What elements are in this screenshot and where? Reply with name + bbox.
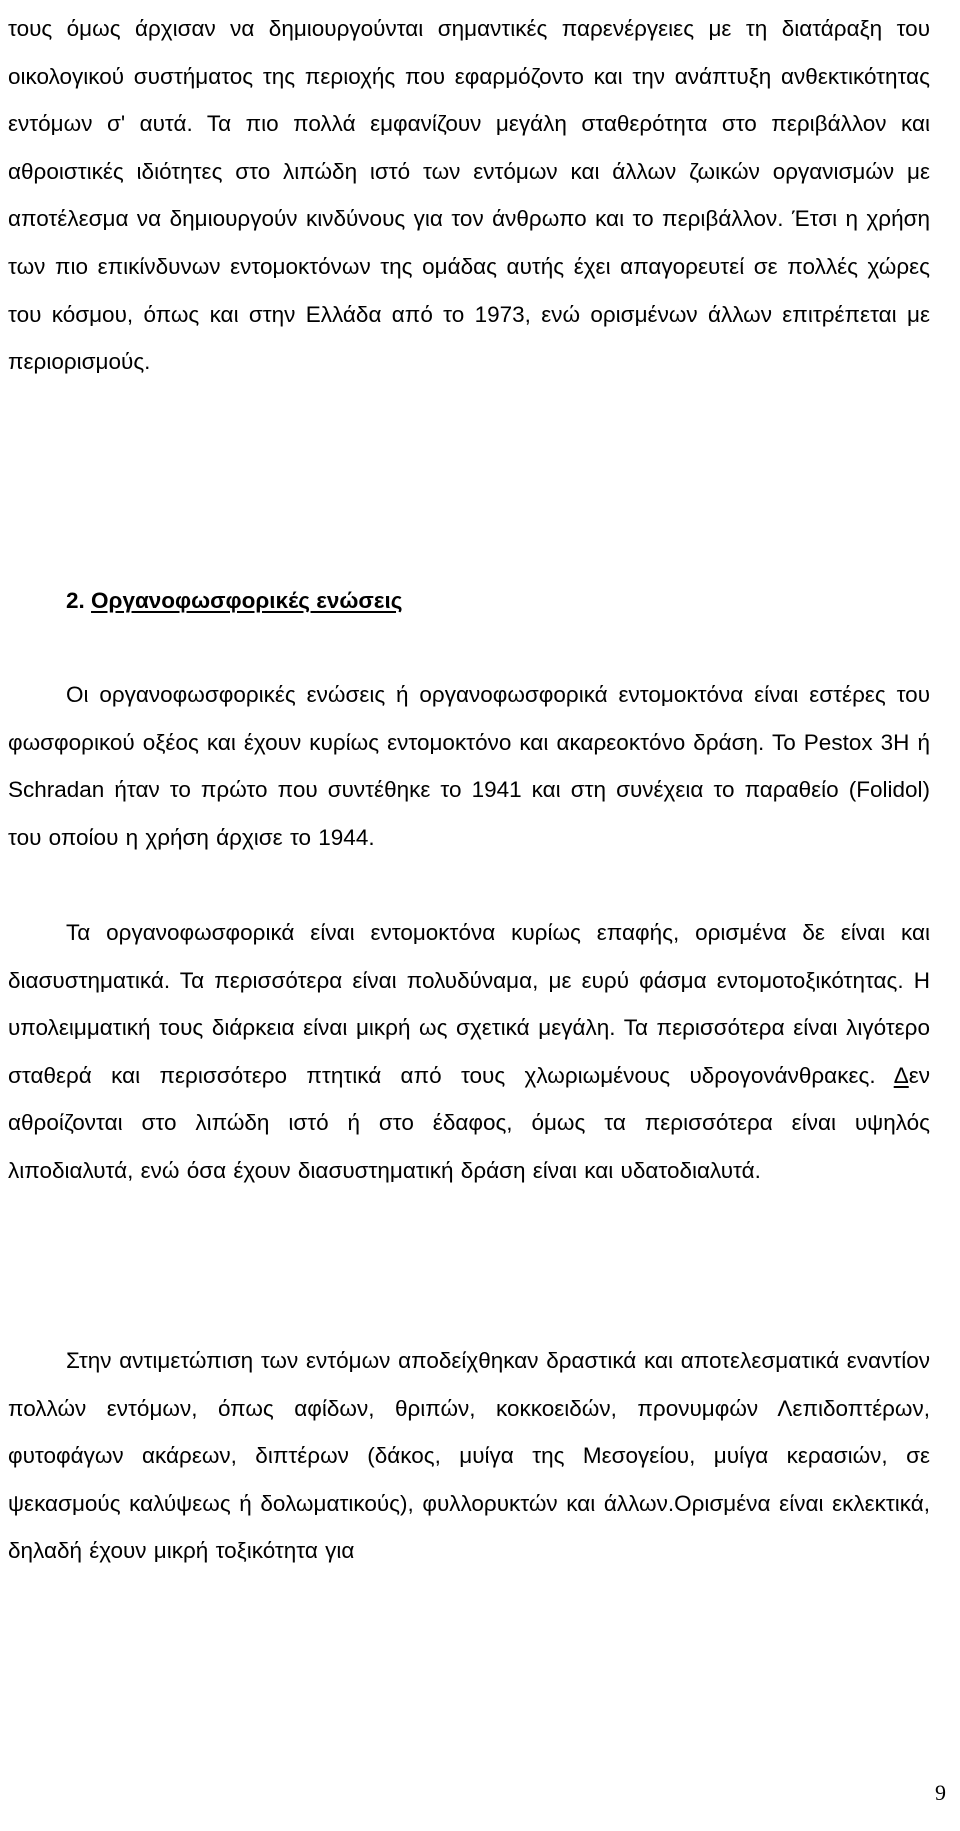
- section-paragraph-3: [8, 1337, 930, 1575]
- section-paragraph-2: [8, 909, 930, 1195]
- page-number: 9: [935, 1780, 946, 1805]
- section-paragraph-3-text: Στην αντιμετώπιση των εντόμων αποδείχθηκαν δραστικά και αποτελεσματικά εναντίον πολλών εντόμων, όπως αφίδων, θριπών, κοκκοειδών, προνυμφών Λεπιδοπτέρων, φυτοφάγων ακάρεων, διπτέρων (δάκος, μυίγα της Μεσογείου, μυίγα κερασιών, σε ψεκασμούς καλύψεως ή δολωματικούς), φυλλορυκτών και άλλων.Ορισμένα είναι εκλεκτικά, δηλαδή έχουν μικρή τοξικότητα για: [8, 1348, 930, 1564]
- section-title: Οργανοφωσφορικές ενώσεις: [91, 588, 403, 613]
- section-paragraph-1: [8, 671, 930, 861]
- section-number: 2.: [66, 588, 85, 613]
- intro-paragraph: [8, 5, 930, 386]
- section-paragraph-2-text-b: εν αθροίζονται στο λιπώδη ιστό ή στο έδαφος, όμως τα περισσότερα είναι υψηλός λιποδιαλυτά, ενώ όσα έχουν διασυστηματική δράση είναι και υδατοδιαλυτά.: [8, 1062, 931, 1183]
- underlined-initial: Δ: [893, 1062, 909, 1088]
- section-heading: [66, 577, 402, 625]
- section-paragraph-2-text-a: Τα οργανοφωσφορικά είναι εντομοκτόνα κυρίως επαφής, ορισμένα δε είναι και διασυστηματικά. Τα περισσότερα είναι πολυδύναμα, με ευρύ φάσμα εντομοτοξικότητας. Η υπολειμματική τους διάρκεια είναι μικρή ως σχετικά μεγάλη. Τα περισσότερα είναι λιγότερο σταθερά και περισσότερο πτητικά από τους χλωριωμένους υδρογονάνθρακες.: [8, 920, 930, 1088]
- intro-paragraph-text: τους όμως άρχισαν να δημιουργούνται σημαντικές παρενέργειες με τη διατάραξη του οικολογικού συστήματος της περιοχής που εφαρμόζοντο και την ανάπτυξη ανθεκτικότητας εντόμων σ' αυτά. Τα πιο πολλά εμφανίζουν μεγάλη σταθερότητα στο περιβάλλον και αθροιστικές ιδιότητες στο λιπώδη ιστό των εντόμων και άλλων ζωικών οργανισμών με αποτέλεσμα να δημιουργούν κινδύνους για τον άνθρωπο και το περιβάλλον. Έτσι η χρήση των πιο επικίνδυνων εντομοκτόνων της ομάδας αυτής έχει απαγορευτεί σε πολλές χώρες του κόσμου, όπως και στην Ελλάδα από το 1973, ενώ ορισμένων άλλων επιτρέπεται με περιορισμούς.: [8, 16, 930, 375]
- section-paragraph-1-text: Οι οργανοφωσφορικές ενώσεις ή οργανοφωσφορικά εντομοκτόνα είναι εστέρες του φωσφορικού οξέος και έχουν κυρίως εντομοκτόνο και ακαρεοκτόνο δράση. Το Pestox 3H ή Schradan ήταν το πρώτο που συντέθηκε το 1941 και στη συνέχεια το παραθείο (Folidol) του οποίου η χρήση άρχισε το 1944.: [8, 682, 930, 850]
